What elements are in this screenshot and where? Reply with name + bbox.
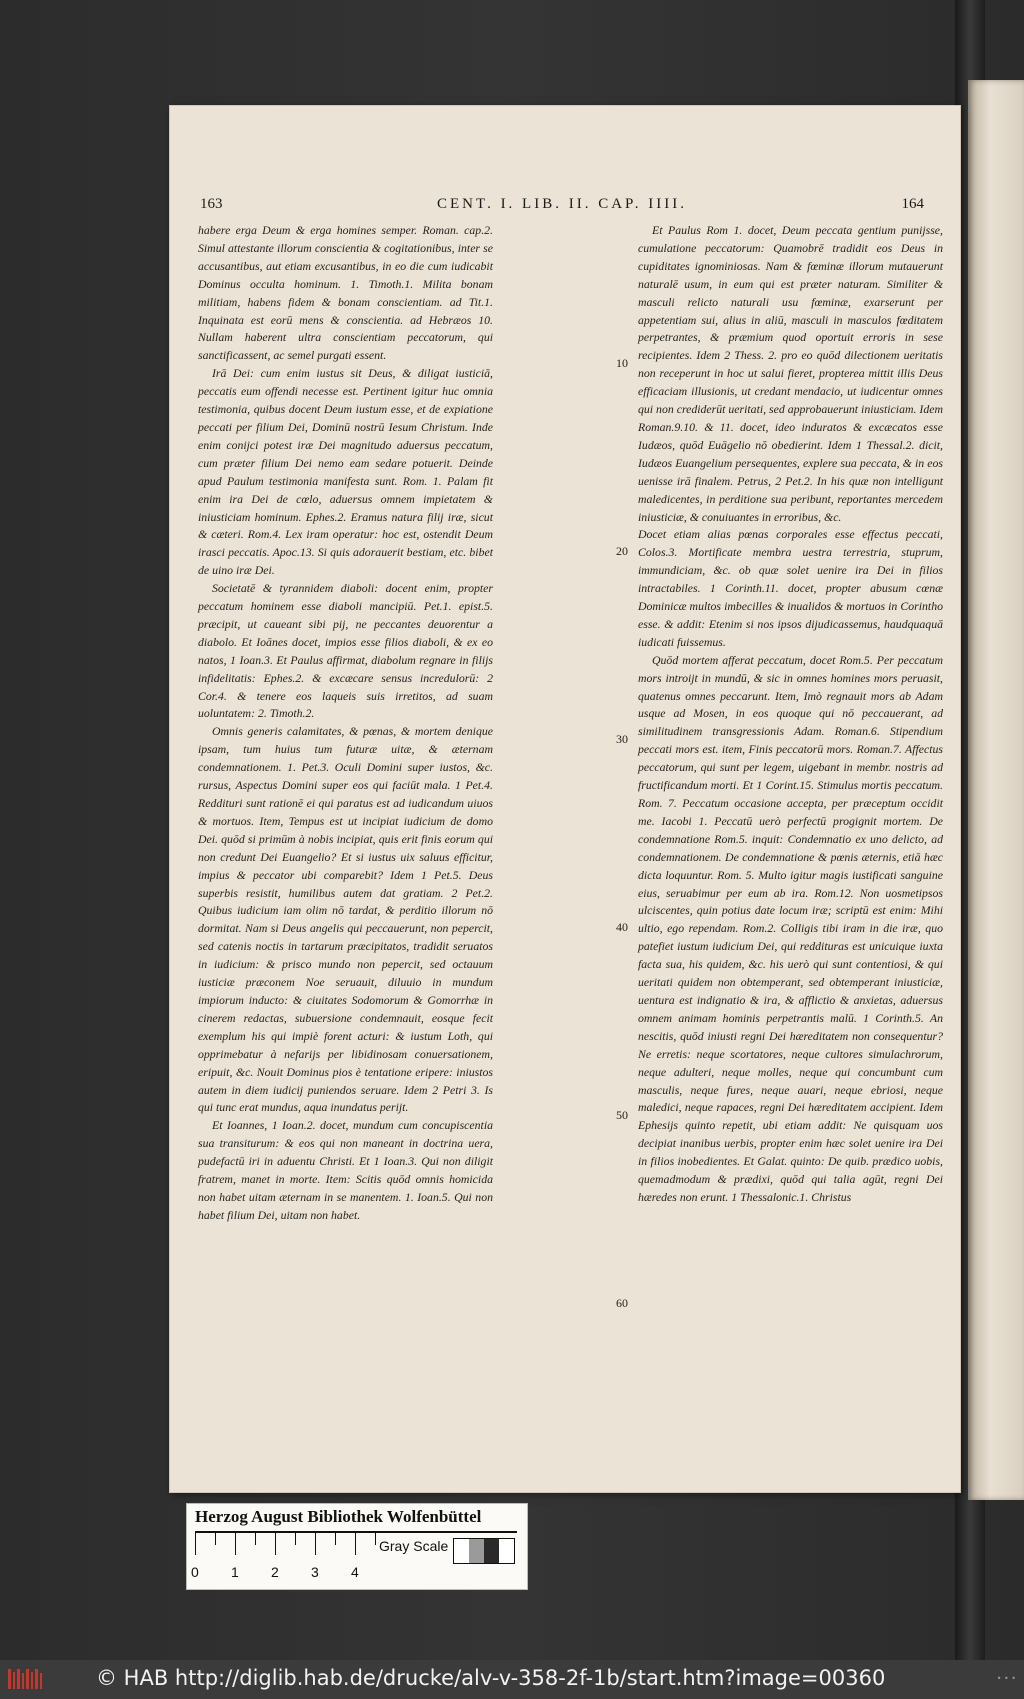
library-name: Herzog August Bibliothek Wolfenbüttel [195,1507,482,1526]
paragraph: Omnis generis calamitates, & pœnas, & mortem denique ipsam, tum huius tum futuræ uitæ, & æternam condemnationem. 1. Pet.3. Oculi Domini super iustos, &c. rursus, Aspectus Domini super eos qui faciūt mala. 1 Pet.4. Reddituri sunt rationē ei qui paratus est ad iudicandum uiuos & mortuos. Item, Tempus est ut incipiat iudicium de domo Dei. quōd si primūm à nobis incipiat, quis erit finis eorum qui non credunt Dei Euangelio? Et si iustus uix saluus efficitur, impius & peccator ubi comparebit? Idem 1 Pet.5. Deus superbis resistit, humilibus autem dat gratiam. 2 Pet.2. Quibus iudicium iam olim nō tardat, & perditio illorum nō dormitat. Nam si Deus angelis qui peccauerunt, non pepercit, sed catenis noctis in tartarum præcipitatos, tradidit seruatos in iudicium: & prisco mundo non pepercit, sed octauum iusticiæ præconem Noe seruauit, diluuio in mundum impiorum inducto: & ciuitates Sodomorum & Gomorrhæ in cinerem redactas, subuersione condemnauit, eosque fecit exemplum his qui impiè forent acturi: & iustum Loth, qui opprimebatur à nefarijs per libidinosam conuersationem, eripuit, &c. Nouit Dominus pios è tentatione eripere: iniustos autem in diem iudicij puniendos seruare. Idem 2 Petri 3. Is qui tunc erat mundus, aqua inundatus perijt. [198,724,493,1115]
paragraph: Quōd mortem afferat peccatum, docet Rom.5. Per peccatum mors introijt in mundū, & sic in omnes homines mors peruasit, quatenus omnes peccarunt. Item, Imò regnauit mors ab Adam usque ad Mosen, in eos quoque qui nō peccauerant, ad similitudinem transgressionis Adam. Roman.6. Stipendium peccati mors est. item, Finis peccatorū mors. Roman.7. Affectus peccatorum, qui sunt per legem, uigebant in membr. nostris ad fructificandum morti. Et 1 Corint.15. Stimulus mortis peccatum. Rom. 7. Peccatum occasione accepta, per præceptum occidit me. Iacobi 1. Peccatū uerò perfectū progignit mortem. De condemnatione Rom.5. inquit: Condemnatio ex uno delicto, ad condemnationem. De condemnatione & pœnis æternis, etiā hæc dicta loquuntur. Rom. 5. Multo igitur magis iustificati sanguine eius, seruabimur per eum ab ira. Rom.12. Non uosmetipsos ulciscentes, quin potius date locum iræ; scriptū est enim: Mihi ultio, ego rependam. Rom.2. Colligis tibi iram in die iræ, quo patefiet iustum iudicium Dei, qui reddituras est unicuique iuxta facta sua, his quidem, &c. his uerò qui sunt contentiosi, & qui ueritati quidem non obtemperant, sed obtemperant iniusticiæ, uentura est indignatio & ira, & afflictio & anxietas, aduersus omnem animam hominis perpetrantis malū. 1 Corinth.5. An nescitis, quōd iniusti regni Dei hæreditatem non consequentur? Ne erretis: neque scortatores, neque cultores simulachrorum, neque adulteri, neque molles, neque qui concumbunt cum masculis, neque fures, neque auari, neque ebriosi, neque maledici, neque rapaces, regni Dei hæreditatem accipient. Idem Ephesijs quinto repetit, ubi etiam addit: Ne quisquam uos decipiat inanibus uerbis, propter enim hæc solet uenire ira Dei in filios inobedientes. Et Galat. quinto: De quib. prædico uobis, quemadmodum & prædixi, quōd qui talia agūt, regni Dei hæredes non erunt. 1 Thessalonic.1. Christus [638,652,943,1204]
line-number: 10 [616,356,628,370]
line-number: 50 [616,1108,628,1122]
running-head [200,196,924,220]
line-number: 60 [616,1296,628,1310]
gray-scale-label: Gray Scale [379,1538,449,1554]
paragraph: habere erga Deum & erga homines semper. Roman. cap.2. Simul attestante illorum conscientia & cogitationibus, inter se accusantibus, aut etiam excusantibus, in eo die cum iudicabit Dominus occulta hominum. 1. Timoth.1. Milita bonam militiam, habens fidem & bonam conscientiam. ad Tit.1. Inquinata est eorū mens & conscientia. ad Hebræos 10. Nullam haberent ultra conscientiam peccatorum, qui sanctificassent, ac semel purgati essent. [198,223,493,363]
gray-scale-patches [453,1538,515,1564]
paragraph: Docet etiam alias pœnas corporales esse effectus peccati, Colos.3. Mortificate membra uestra terrestria, stuprum, immundiciam, &c. ob quæ solet uenire ira Dei in filios intractabiles. 1 Corinth.11. docet, propter abusum cœnæ Dominicæ multos imbecilles & inualidos & mortuos in Corintho esse. & addit: Etenim si nos ipsos dijudicassemus, haudquaquā iudicati fuissemus. [638,527,943,649]
chapter-header: CENT. I. LIB. II. CAP. IIII. [437,196,687,212]
folio-right: 164 [901,196,924,212]
hab-logo-icon [8,1667,46,1691]
folio-left: 163 [200,196,223,212]
footer-dots: • • • [996,1674,1016,1683]
paragraph: Irā Dei: cum enim iustus sit Deus, & diligat iusticiā, peccatis eum offendi necesse est. Pertinent igitur huc omnia testimonia, quibus docent Deum iustum esse, et de expiatione peccati per filium Dei, Dominū nostrū Iesum Christum. Inde enim conijci potest iræ Dei magnitudo aduersus peccatum, cum præter filium Dei nemo eam sedare potuerit. Deinde apud Paulum testimonia manifesta sunt. Rom. 1. Palam fit enim ira Dei de cœlo, aduersus omnem impietatem & iniusticiam hominum. Ephes.2. Eramus natura filij iræ, sicut & cæteri. Rom.4. Lex iram operatur: hoc est, ostendit Deum irasci peccatis. Apoc.13. Si quis adorauerit bestiam, etc. bibet de uino iræ Dei. [198,366,493,578]
scale-ticks [195,1533,375,1563]
source-url[interactable]: © HAB http://diglib.hab.de/drucke/alv-v-358-2f-1b/start.htm?image=00360 [96,1666,886,1690]
footer-bar [0,1660,1024,1699]
paragraph: Et Paulus Rom 1. docet, Deum peccata gentium punijsse, cumulatione peccatorum: Quamobrē tradidit eos Deus in cupiditates ignominiosas. Nam & fœminæ illorum mutauerunt naturalē usum, in eum qui est præter naturam. Similiter & masculi relicto naturali usu fœminæ, exarserunt per appetentiam sui, alius in aliū, masculi in masculos fœditatem perpetrantes, & præmium quod oportuit erroris in sese recipientes. Idem 2 Thess. 2. pro eo quōd dilectionem ueritatis non receperunt in hoc ut salui fieret, propterea mittit illis Deus efficaciam illusionis, ut credant mendacio, ut iudicentur omnes qui non crediderūt ueritati, sed approbauerunt iniusticiam. Idem Roman.9.10. & 11. docet, ideo induratos & excæcatos esse Iudæos, quōd Euāgelio nō obedierint. Idem 1 Thessal.2. dicit, Iudæos Euangelium persequentes, explere sua peccata, & in eos uenisse irā finalem. Petrus, 2 Pet.2. In his quæ non intelligunt maledicentes, in perditione sua peribunt, reportantes mercedem iniusticiæ, & conuiuantes in erroribus, &c. [638,223,943,524]
text-column-left [198,222,493,1225]
line-number: 20 [616,544,628,558]
paragraph: Et Ioannes, 1 Ioan.2. docet, mundum cum concupiscentia sua transiturum: & eos qui non maneant in doctrina uera, pudefactū iri in aduentu Christi. Et 1 Ioan.3. Qui non diligit fratrem, manet in morte. Item: Scitis quōd omnis homicida non habet uitam æternam in se manentem. 1. Ioan.5. Qui non habet filium Dei, uitam non habet. [198,1118,493,1222]
facing-page-edge [968,80,1024,1500]
line-number: 30 [616,732,628,746]
line-number: 40 [616,920,628,934]
paragraph: Societatē & tyrannidem diaboli: docent enim, propter peccatum hominem esse diaboli mancipiū. Pet.1. epist.5. præcipit, ut caueant sibi pij, ne peccantes deuorentur a diabolo. Et Ioānes docet, impios esse filios diaboli, & ex eo natos, 1 Ioan.3. Et Paulus affirmat, diabolum regnare in filijs infidelitatis: Ephes.2. & excæcare sensus incredulorū: 2 Cor.4. & tenere eos laqueis suis irretitos, ad suam uoluntatem: 2. Timoth.2. [198,581,493,721]
book-page [170,106,960,1492]
text-column-right [638,222,943,1207]
color-target-card: Herzog August Bibliothek Wolfenbüttel 0 1 2 3 4 Gray Scale [186,1503,528,1590]
